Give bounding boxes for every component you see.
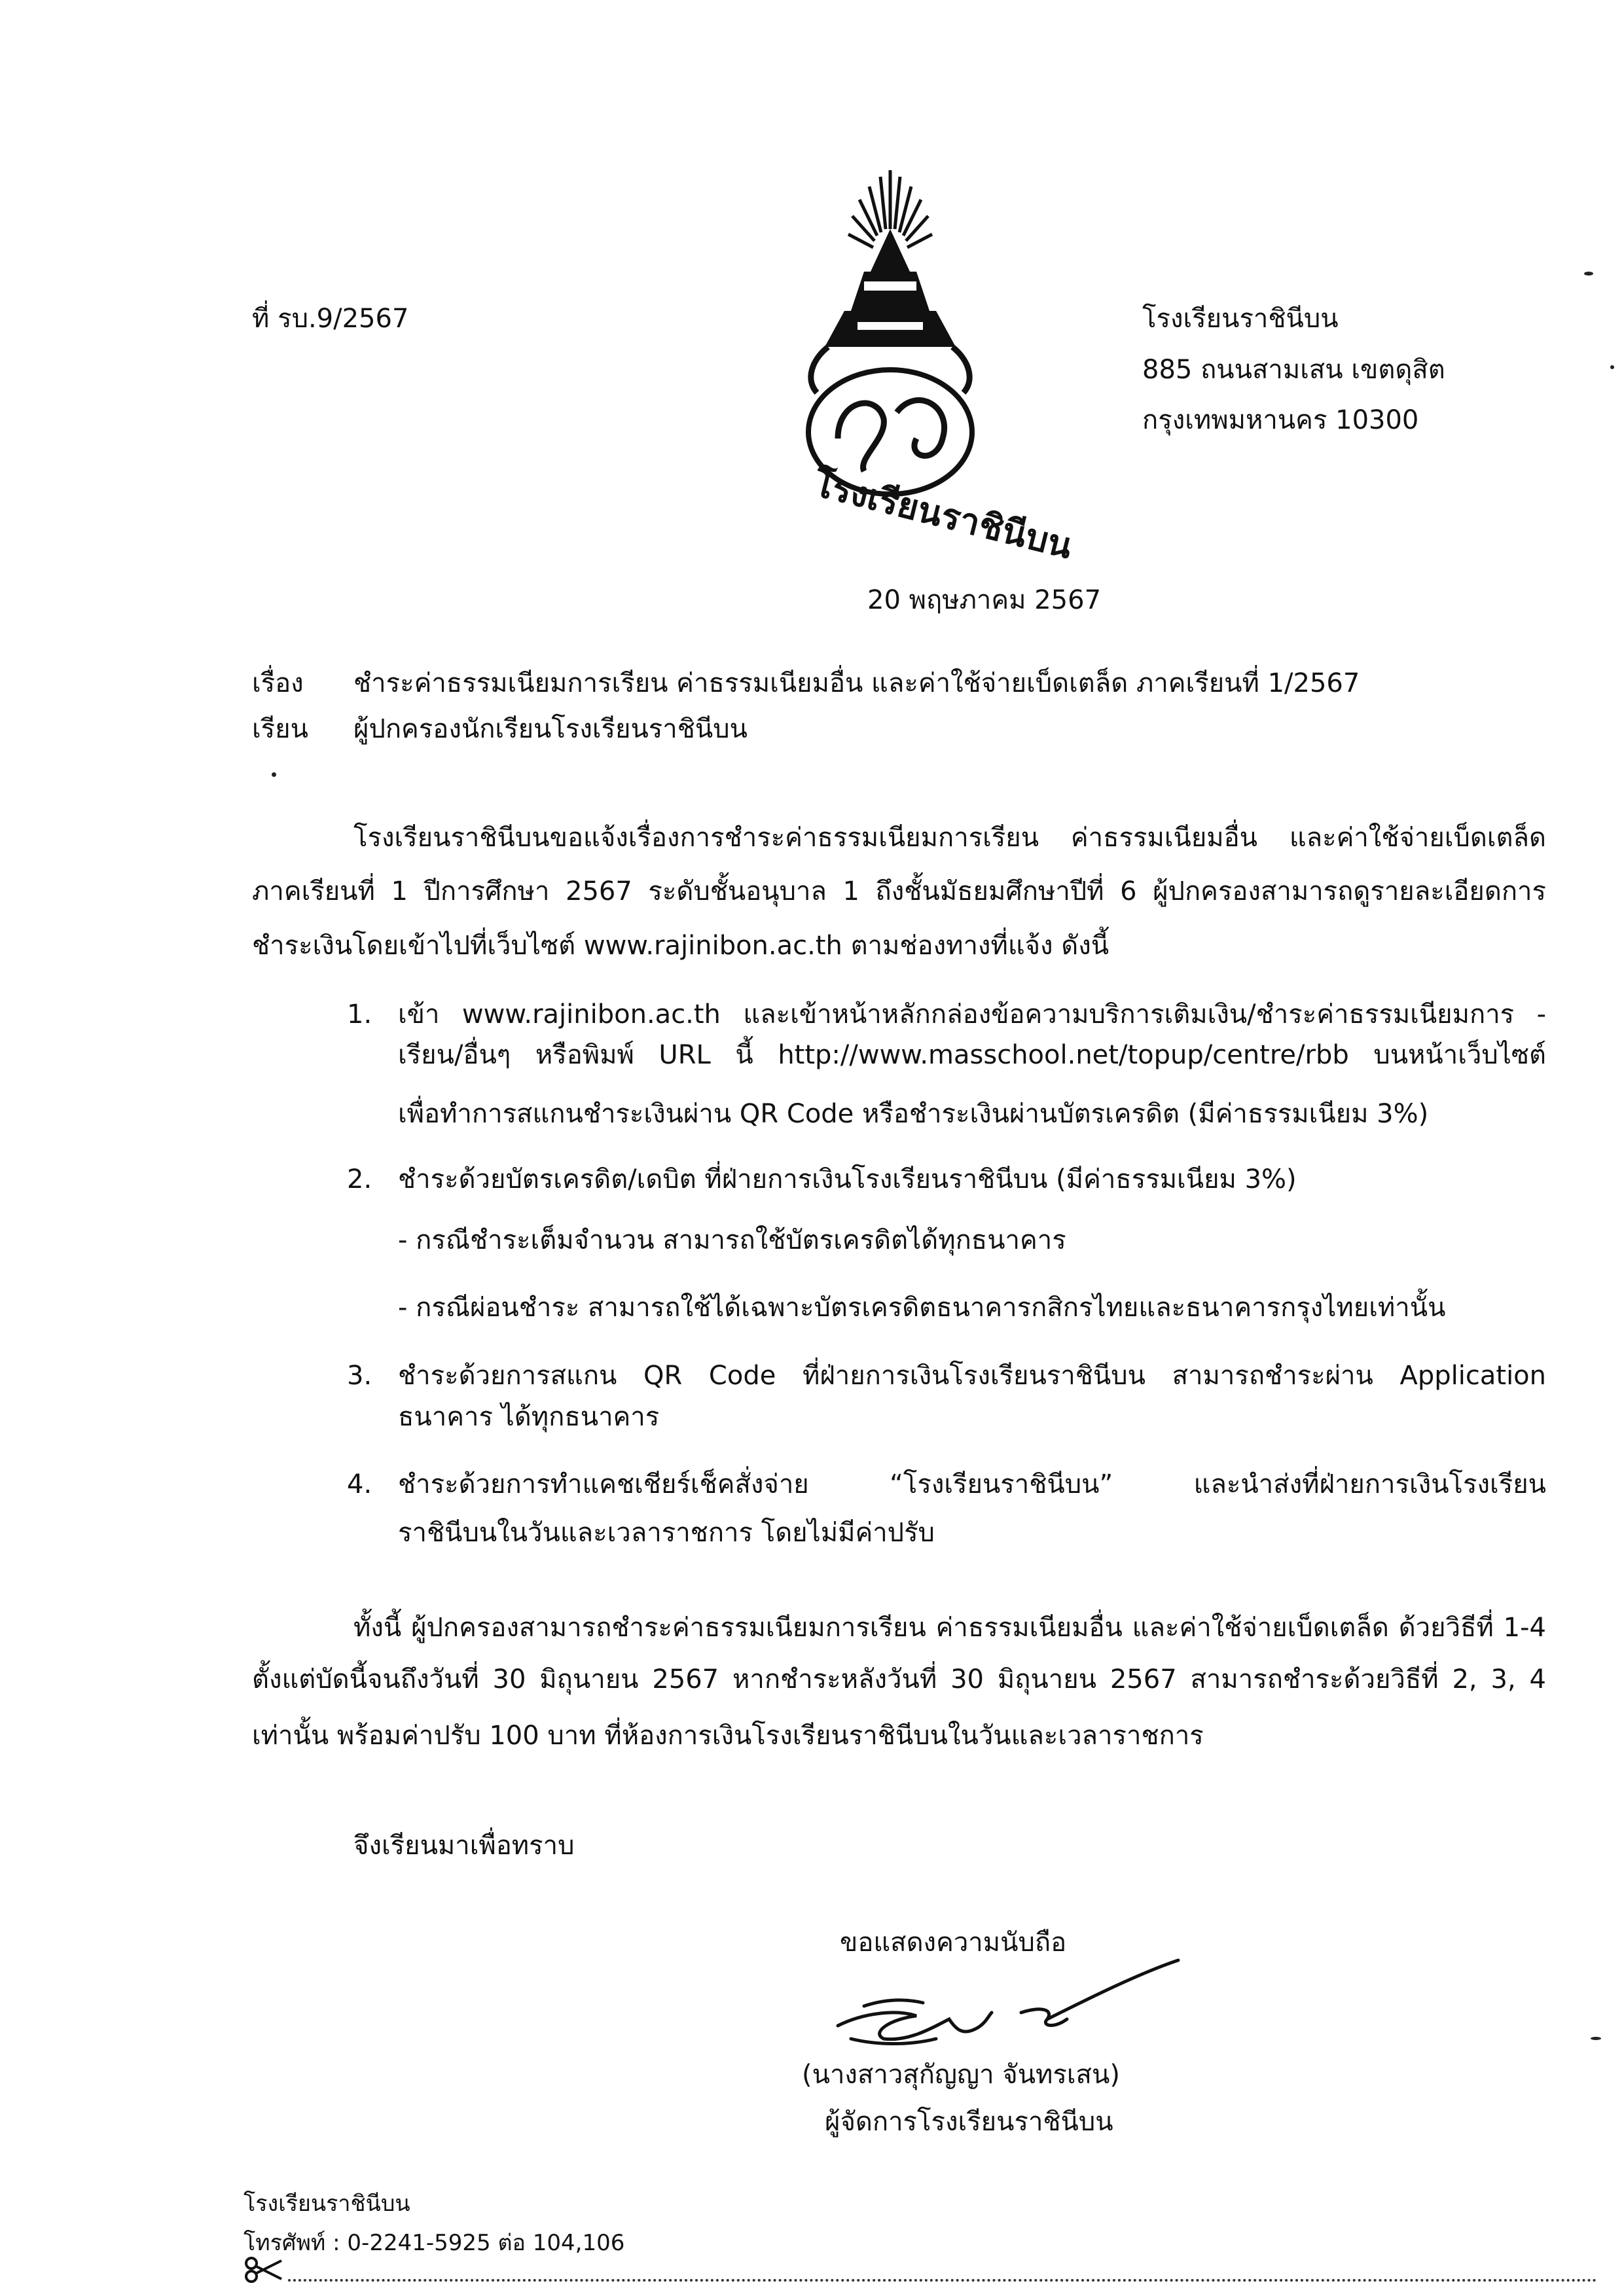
school-emblem-logo [766,151,1077,567]
school-city: กรุงเทพมหานคร 10300 [1142,405,1419,435]
method-2-number: 2. [347,1164,372,1194]
school-street: 885 ถนนสามเสน เขตดุสิต [1142,355,1445,385]
method-3-line-2: ธนาคาร ได้ทุกธนาคาร [398,1402,660,1432]
intro-line-3: ชำระเงินโดยเข้าไปที่เว็บไซต์ www.rajinibon.ac.th ตามช่องทางที่แจ้ง ดังนี้ [252,931,1110,961]
method-1-line-3: เพื่อทำการสแกนชำระเงินผ่าน QR Code หรือชำระเงินผ่านบัตรเครดิต (มีค่าธรรมเนียม 3%) [398,1099,1429,1129]
method-4-number: 4. [347,1469,372,1499]
method-2-sub-2: - กรณีผ่อนชำระ สามารถใช้ได้เฉพาะบัตรเครดิตธนาคารกสิกรไทยและธนาคารกรุงไทยเท่านั้น [398,1293,1446,1323]
signatory-name: (นางสาวสุกัญญา จันทรเสน) [802,2060,1120,2090]
method-1-line-2: เรียน/อื่นๆ หรือพิมพ์ URL นี้ http://www.masschool.net/topup/centre/rbb บนหน้าเว็บไซต์ [398,1040,1546,1070]
method-1-number: 1. [347,999,372,1030]
signatory-title: ผู้จัดการโรงเรียนราชินีบน [825,2107,1113,2137]
scissors-icon [244,2257,283,2283]
logo-text: โรงเรียนราชินีบน [809,463,1077,567]
document-number: ที่ รบ.9/2567 [252,304,409,334]
scan-speck [272,772,276,777]
subject-text: ชำระค่าธรรมเนียมการเรียน ค่าธรรมเนียมอื่น และค่าใช้จ่ายเบ็ดเตล็ด ภาคเรียนที่ 1/2567 [353,668,1360,698]
sign-off: จึงเรียนมาเพื่อทราบ [353,1831,575,1861]
recipient-text: ผู้ปกครองนักเรียนโรงเรียนราชินีบน [353,714,748,744]
closing-line-3: เท่านั้น พร้อมค่าปรับ 100 บาท ที่ห้องการเงินโรงเรียนราชินีบนในวันและเวลาราชการ [252,1721,1204,1751]
regards: ขอแสดงความนับถือ [840,1928,1067,1958]
method-2-sub-1: - กรณีชำระเต็มจำนวน สามารถใช้บัตรเครดิตได้ทุกธนาคาร [398,1225,1066,1255]
closing-line-1: ทั้งนี้ ผู้ปกครองสามารถชำระค่าธรรมเนียมการเรียน ค่าธรรมเนียมอื่น และค่าใช้จ่ายเบ็ดเตล็ด ด้วยวิธีที่ 1-4 [353,1613,1547,1643]
intro-line-2: ภาคเรียนที่ 1 ปีการศึกษา 2567 ระดับชั้นอนุบาล 1 ถึงชั้นมัธยมศึกษาปีที่ 6 ผู้ปกครองสามารถดูรายละเอียดการ [252,876,1546,906]
method-2-line-1: ชำระด้วยบัตรเครดิต/เดบิต ที่ฝ่ายการเงินโรงเรียนราชินีบน (มีค่าธรรมเนียม 3%) [398,1164,1297,1194]
method-4-line-1: ชำระด้วยการทำแคชเชียร์เช็คสั่งจ่าย “โรงเรียนราชินีบน” และนำส่งที่ฝ่ายการเงินโรงเรียน [398,1469,1546,1499]
school-name-header: โรงเรียนราชินีบน [1142,304,1339,334]
method-1-line-1: เข้า www.rajinibon.ac.th และเข้าหน้าหลักกล่องข้อความบริการเติมเงิน/ชำระค่าธรรมเนียมการ - [398,999,1546,1030]
recipient-label: เรียน [252,714,308,744]
method-3-line-1: ชำระด้วยการสแกน QR Code ที่ฝ่ายการเงินโรงเรียนราชินีบน สามารถชำระผ่าน Application [398,1361,1546,1391]
method-3-number: 3. [347,1361,372,1391]
footer-school: โรงเรียนราชินีบน [244,2191,410,2217]
subject-label: เรื่อง [252,668,304,698]
letter-date: 20 พฤษภาคม 2567 [867,585,1102,615]
scan-speck [1584,272,1593,276]
scan-speck [1591,2037,1601,2040]
footer-phone: โทรศัพท์ : 0-2241-5925 ต่อ 104,106 [244,2230,625,2256]
method-4-line-2: ราชินีบนในวันและเวลาราชการ โดยไม่มีค่าปรับ [398,1518,935,1548]
cut-line [288,2279,1597,2282]
scan-speck [1610,365,1614,369]
handwritten-signature [825,1947,1191,2058]
closing-line-2: ตั้งแต่บัดนี้จนถึงวันที่ 30 มิถุนายน 2567 หากชำระหลังวันที่ 30 มิถุนายน 2567 สามารถชำระด้วยวิธีที่ 2, 3, 4 [252,1664,1546,1695]
intro-line-1: โรงเรียนราชินีบนขอแจ้งเรื่องการชำระค่าธรรมเนียมการเรียน ค่าธรรมเนียมอื่น และค่าใช้จ่ายเบ็ดเตล็ด [353,823,1546,853]
